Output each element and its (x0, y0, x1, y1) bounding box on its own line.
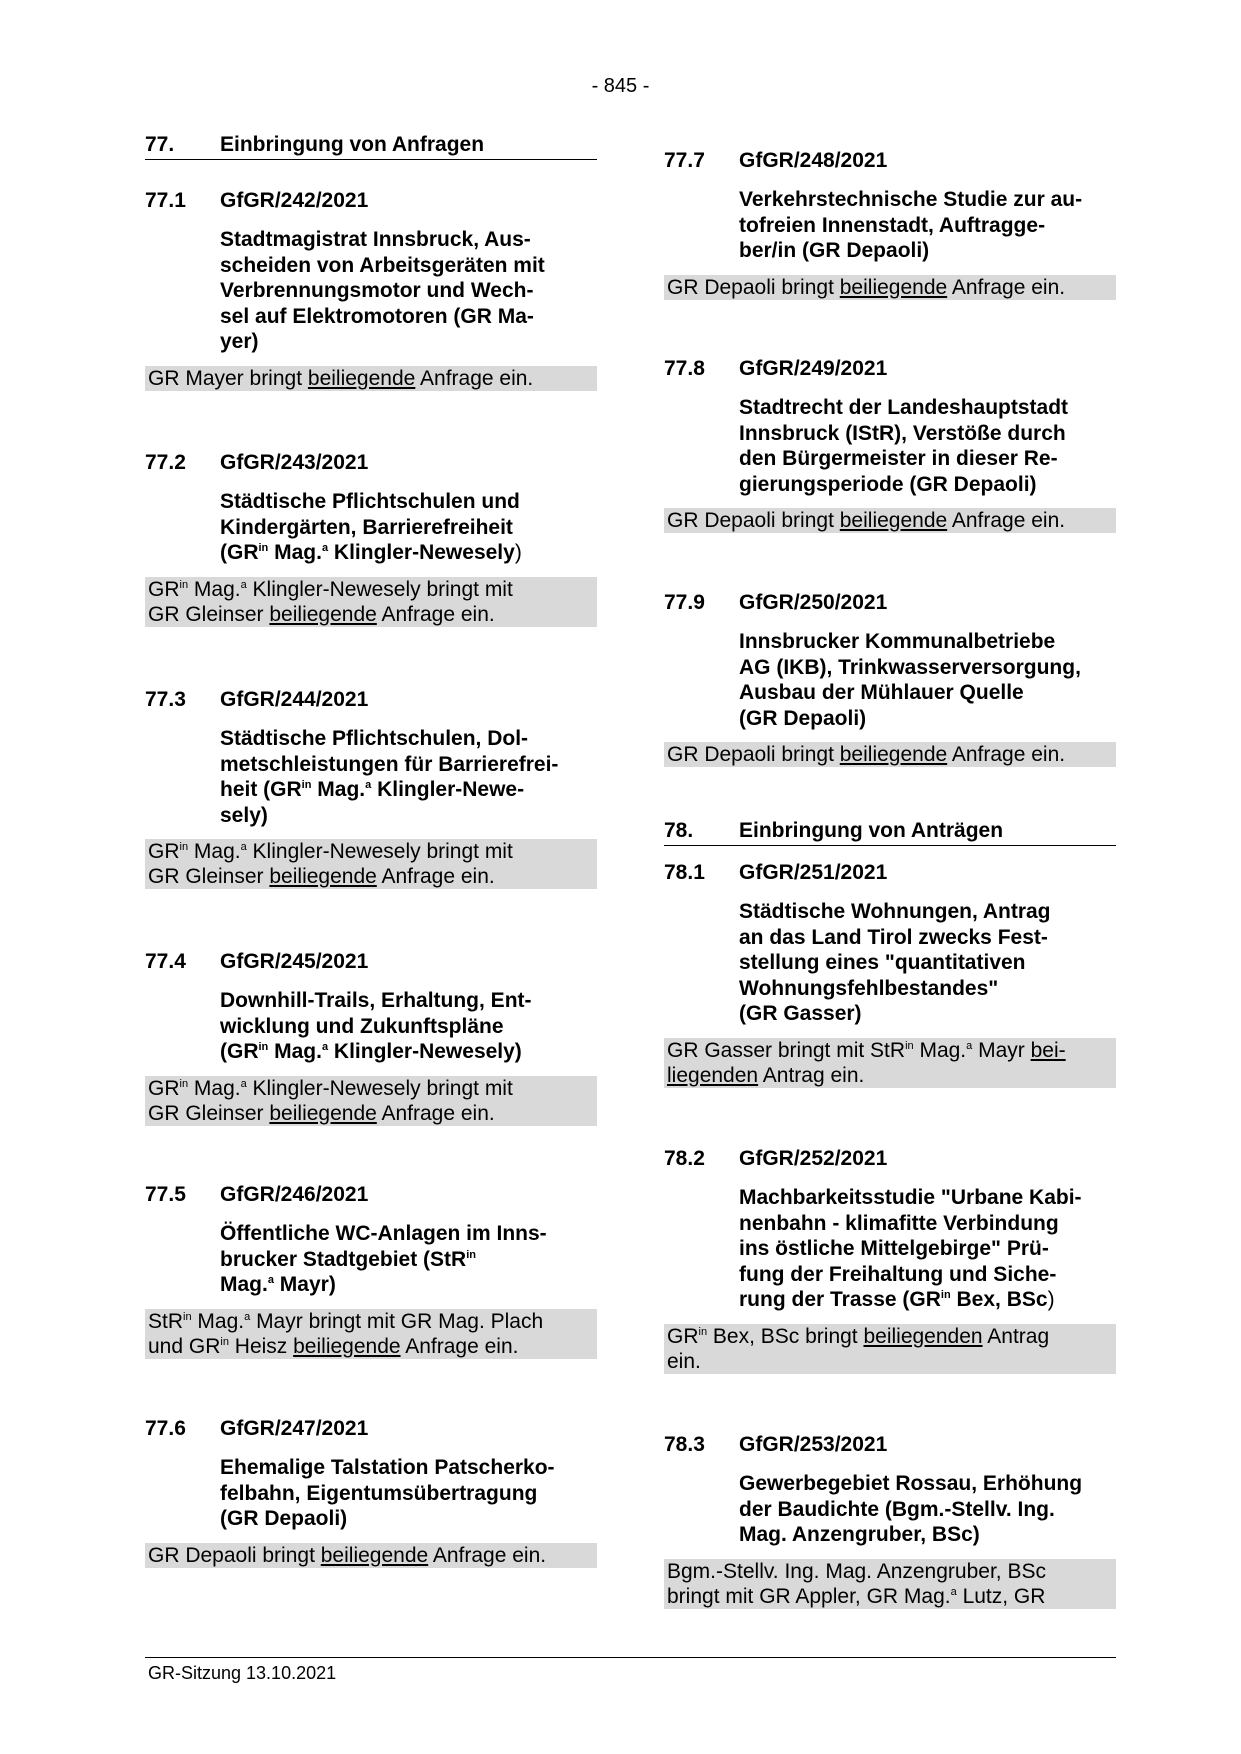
entry-description (664, 1324, 1116, 1374)
title-line: heit (GR (220, 778, 302, 801)
title-line: Städtische Pflichtschulen und (220, 490, 520, 513)
desc-text: Anfrage ein. (376, 602, 495, 626)
title-line: Mag. (268, 1040, 322, 1063)
entry-reference: GfGR/251/2021 (739, 861, 888, 884)
superscript: in (940, 1289, 951, 1301)
desc-text: GR Depaoli bringt (148, 1543, 321, 1567)
entry-number: 77.9 (664, 591, 705, 614)
title-line: Kindergärten, Barrierefreiheit (220, 515, 513, 539)
entry-description (664, 275, 1116, 300)
superscript: in (258, 1041, 269, 1053)
title-line: ) (1047, 1288, 1055, 1311)
entry-77-8 (664, 356, 1116, 533)
superscript: a (240, 578, 247, 591)
desc-text: Mayr bringt mit GR Mag. Plach (250, 1309, 544, 1333)
entry-number: 77.1 (145, 189, 186, 212)
entry-title (220, 227, 597, 355)
title-line: Ehemalige Talstation Patscherko- (220, 1456, 555, 1479)
entry-title (739, 395, 1116, 497)
entry-reference: GfGR/244/2021 (220, 688, 369, 711)
title-line: felbahn, Eigentumsübertragung (220, 1481, 538, 1505)
superscript: in (258, 542, 269, 554)
entry-description (145, 1543, 597, 1568)
desc-text: GR (667, 1324, 699, 1348)
desc-text: ein. (667, 1349, 701, 1373)
title-line: Mag. (268, 541, 322, 564)
desc-text: GR (148, 1076, 180, 1100)
entry-reference: GfGR/246/2021 (220, 1183, 369, 1206)
entry-reference: GfGR/248/2021 (739, 149, 888, 172)
title-line: Mayr) (273, 1273, 336, 1296)
entry-78-2 (664, 1146, 1116, 1374)
entry-reference: GfGR/247/2021 (220, 1417, 369, 1440)
superscript: in (179, 841, 189, 853)
title-line: (GR Gasser) (739, 1002, 862, 1025)
superscript: a (240, 1077, 247, 1090)
desc-text: Bgm.-Stellv. Ing. Mag. Anzengruber, BSc (667, 1559, 1046, 1583)
entry-title (739, 899, 1116, 1027)
desc-text: Antrag ein. (758, 1063, 865, 1087)
desc-text: Klingler-Newesely bringt mit (246, 1076, 513, 1100)
entry-title (220, 1455, 597, 1532)
desc-text: Heisz (228, 1334, 294, 1358)
entry-77-7 (664, 148, 1116, 300)
superscript: a (966, 1039, 973, 1052)
attachment-link[interactable]: beiliegende (269, 865, 377, 888)
title-line: Städtische Pflichtschulen, Dol- (220, 727, 529, 750)
entry-reference: GfGR/245/2021 (220, 950, 369, 973)
title-line: Verkehrstechnische Studie zur au- (739, 188, 1083, 211)
entry-77-3 (145, 687, 597, 889)
title-line: Verbrennungsmotor und Wech- (220, 279, 534, 302)
entry-reference: GfGR/243/2021 (220, 451, 369, 474)
title-line: Städtische Wohnungen, Antrag (739, 900, 1051, 923)
entry-title (220, 988, 597, 1065)
entry-78-1 (664, 860, 1116, 1088)
attachment-link[interactable]: liegenden (667, 1063, 759, 1087)
desc-text: GR Depaoli bringt (667, 509, 840, 532)
desc-text: StR (148, 1309, 184, 1333)
superscript: in (466, 1248, 476, 1261)
title-line: sely) (220, 803, 268, 827)
title-line: Stadtmagistrat Innsbruck, Aus- (220, 228, 531, 251)
title-line: ins östliche Mittelgebirge" Prü- (739, 1237, 1049, 1260)
entry-77-1 (145, 188, 597, 391)
entry-reference: GfGR/252/2021 (739, 1147, 888, 1170)
superscript: in (220, 1335, 229, 1348)
desc-text: Lutz, GR (956, 1584, 1046, 1608)
title-line: brucker Stadtgebiet (StR (220, 1247, 467, 1271)
superscript: in (179, 1077, 189, 1090)
section-title: Einbringung von Anträgen (739, 819, 1004, 842)
desc-text: GR Mayer bringt (148, 366, 308, 390)
title-line: an das Land Tirol zwecks Fest- (739, 925, 1048, 949)
title-line: rung der Trasse (GR (739, 1288, 941, 1311)
desc-text: Mag. (188, 840, 241, 863)
title-line: wicklung und Zukunftspläne (220, 1014, 504, 1038)
title-line: scheiden von Arbeitsgeräten mit (220, 253, 545, 277)
entry-description (145, 839, 597, 889)
entry-77-9 (664, 590, 1116, 767)
attachment-link[interactable]: beiliegende (307, 366, 416, 390)
entry-description (664, 1038, 1116, 1088)
attachment-link[interactable]: bei- (1030, 1038, 1066, 1062)
title-line: Stadtrecht der Landeshauptstadt (739, 396, 1069, 419)
title-line: tofreien Innenstadt, Auftragge- (739, 213, 1046, 237)
attachment-link[interactable]: beiliegende (839, 509, 948, 532)
title-line: metschleistungen für Barrierefrei- (220, 752, 559, 776)
entry-number: 77.6 (145, 1417, 186, 1440)
attachment-link[interactable]: beiliegende (269, 1101, 377, 1125)
entry-77-5 (145, 1182, 597, 1359)
desc-text: Antrag (982, 1324, 1050, 1348)
entry-description (145, 577, 597, 627)
desc-text: GR (148, 577, 180, 601)
title-line: (GR Depaoli) (739, 706, 867, 730)
superscript: a (240, 841, 247, 853)
title-line: Mag. (220, 1273, 268, 1296)
desc-text: Anfrage ein. (415, 366, 534, 390)
desc-text: bringt mit GR Appler, GR Mag. (667, 1584, 951, 1608)
superscript: a (267, 1274, 274, 1286)
entry-number: 78.3 (664, 1433, 705, 1456)
entry-reference: GfGR/253/2021 (739, 1433, 888, 1456)
entry-description (145, 366, 597, 391)
attachment-link[interactable]: beiliegende (269, 602, 377, 626)
title-line: Öffentliche WC-Anlagen im Inns- (220, 1222, 547, 1245)
entry-78-3 (664, 1432, 1116, 1609)
title-line: Mag. (311, 778, 366, 801)
title-line: Innsbrucker Kommunalbetriebe (739, 630, 1056, 653)
entry-description (664, 508, 1116, 533)
title-line: Klingler-Newe- (371, 778, 525, 801)
entry-reference: GfGR/249/2021 (739, 357, 888, 380)
title-line: Wohnungsfehlbestandes" (739, 976, 999, 1000)
section-number: 77. (145, 133, 175, 156)
title-line: fung der Freihaltung und Siche- (739, 1262, 1057, 1286)
desc-text: Mayr (972, 1038, 1031, 1062)
attachment-link[interactable]: beiliegenden (863, 1324, 983, 1348)
entry-title (220, 1221, 597, 1298)
entry-title (739, 1471, 1116, 1548)
title-line: Klingler-Newesely (328, 541, 515, 564)
title-line: Innsbruck (IStR), Verstöße durch (739, 421, 1066, 445)
entry-description (145, 1076, 597, 1126)
page-number: - 845 - (591, 75, 650, 97)
entry-reference: GfGR/250/2021 (739, 591, 888, 614)
entry-77-4 (145, 949, 597, 1126)
desc-text: Anfrage ein. (947, 743, 1066, 766)
superscript: a (321, 542, 329, 554)
desc-text: GR Gleinser (148, 865, 270, 888)
entry-number: 77.4 (145, 950, 186, 973)
title-line: sel auf Elektromotoren (GR Ma- (220, 304, 534, 328)
entry-number: 78.2 (664, 1147, 705, 1170)
title-line: Gewerbegebiet Rossau, Erhöhung (739, 1472, 1083, 1495)
superscript: a (244, 1310, 251, 1323)
entry-number: 77.2 (145, 451, 186, 474)
entry-title (220, 489, 597, 566)
desc-text: Klingler-Newesely bringt mit (246, 840, 513, 863)
footer-divider (145, 1657, 1116, 1658)
attachment-link[interactable]: beiliegende (839, 743, 948, 766)
desc-text: Anfrage ein. (428, 1543, 547, 1567)
entry-number: 77.5 (145, 1183, 186, 1206)
title-line: gierungsperiode (GR Depaoli) (739, 472, 1037, 496)
desc-text: Anfrage ein. (376, 865, 495, 888)
superscript: a (321, 1041, 329, 1053)
title-line: (GR (220, 1040, 259, 1063)
title-line: AG (IKB), Trinkwasserversorgung, (739, 655, 1081, 679)
desc-text: GR Gasser bringt mit StR (667, 1038, 906, 1062)
title-line: der Baudichte (Bgm.-Stellv. Ing. (739, 1497, 1055, 1521)
title-line: Bex, BSc (950, 1288, 1048, 1311)
title-line: Machbarkeitsstudie "Urbane Kabi- (739, 1186, 1082, 1209)
footer-text: GR-Sitzung 13.10.2021 (148, 1663, 337, 1683)
desc-text: Anfrage ein. (947, 275, 1066, 299)
entry-77-6 (145, 1416, 597, 1568)
entry-title (739, 629, 1116, 731)
title-line: ber/in (GR Depaoli) (739, 239, 930, 262)
superscript: in (179, 578, 189, 591)
superscript: a (365, 779, 372, 791)
section-heading-78 (664, 818, 1116, 846)
entry-description (145, 1309, 597, 1359)
desc-text: Anfrage ein. (947, 509, 1066, 532)
desc-text: und GR (148, 1334, 221, 1358)
title-line: yer) (220, 330, 259, 353)
title-line: stellung eines "quantitativen (739, 951, 1026, 974)
desc-text: Mag. (913, 1038, 967, 1062)
desc-text: Klingler-Newesely bringt mit (246, 577, 513, 601)
entry-number: 77.7 (664, 149, 705, 172)
superscript: in (698, 1325, 708, 1338)
desc-text: GR (148, 840, 180, 863)
entry-description (664, 742, 1116, 767)
attachment-link[interactable]: beiliegende (293, 1334, 401, 1358)
entry-reference: GfGR/242/2021 (220, 189, 369, 212)
desc-text: Anfrage ein. (400, 1334, 519, 1358)
desc-text: GR Gleinser (148, 602, 270, 626)
title-line: Downhill-Trails, Erhaltung, Ent- (220, 989, 532, 1012)
title-line: (GR Depaoli) (220, 1507, 348, 1530)
title-line: Klingler-Newesely) (328, 1040, 522, 1063)
attachment-link[interactable]: beiliegende (320, 1543, 429, 1567)
entry-number: 78.1 (664, 861, 705, 884)
desc-text: GR Gleinser (148, 1101, 270, 1125)
entry-title (739, 187, 1116, 264)
desc-text: Anfrage ein. (376, 1101, 495, 1125)
entry-77-2 (145, 450, 597, 627)
entry-title (220, 726, 597, 828)
title-line: ) (514, 541, 522, 564)
title-line: Ausbau der Mühlauer Quelle (739, 681, 1024, 704)
entry-description (664, 1559, 1116, 1609)
section-heading-77 (145, 132, 597, 160)
title-line: Mag. Anzengruber, BSc) (739, 1523, 980, 1546)
superscript: in (905, 1039, 914, 1052)
attachment-link[interactable]: beiliegende (839, 275, 948, 299)
entry-number: 77.3 (145, 688, 186, 711)
section-title: Einbringung von Anfragen (220, 133, 485, 156)
desc-text: Bex, BSc bringt (707, 1324, 864, 1348)
superscript: a (950, 1585, 957, 1598)
title-line: nenbahn - klimafitte Verbindung (739, 1211, 1059, 1235)
entry-title (739, 1185, 1116, 1313)
title-line: (GR (220, 541, 259, 564)
desc-text: GR Depaoli bringt (667, 743, 840, 766)
desc-text: Mag. (191, 1309, 245, 1333)
desc-text: Mag. (188, 577, 241, 601)
superscript: in (301, 779, 312, 791)
superscript: in (183, 1310, 192, 1323)
title-line: den Bürgermeister in dieser Re- (739, 447, 1058, 470)
section-number: 78. (664, 819, 694, 842)
desc-text: Mag. (188, 1076, 241, 1100)
entry-number: 77.8 (664, 357, 705, 380)
desc-text: GR Depaoli bringt (667, 275, 840, 299)
